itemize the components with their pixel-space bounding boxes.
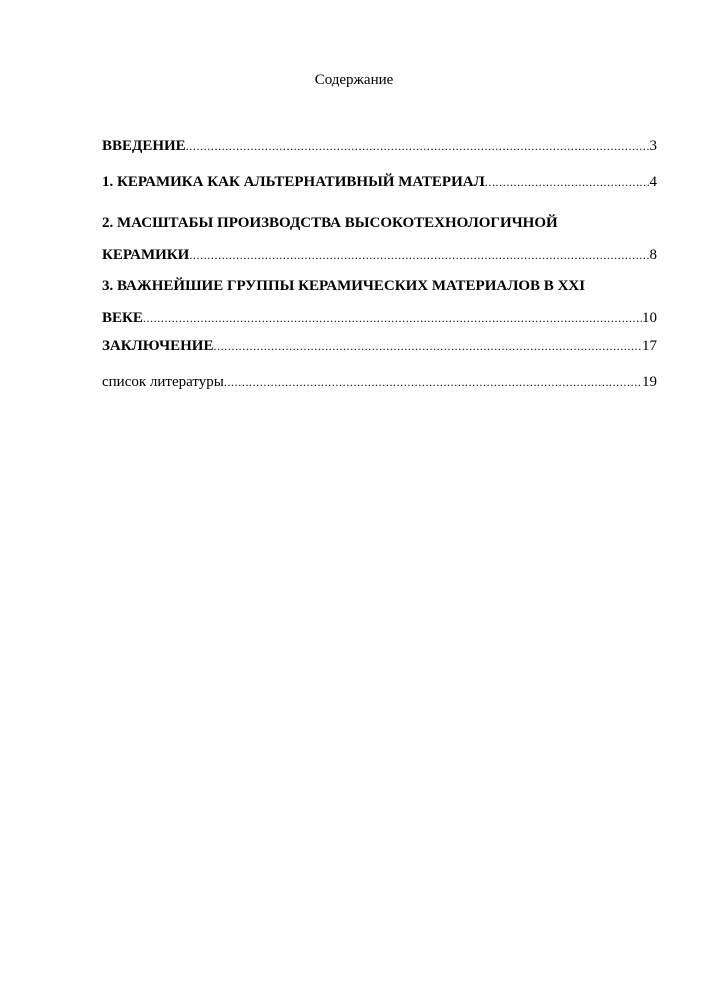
toc-entry-text-line1: 3. ВАЖНЕЙШИЕ ГРУППЫ КЕРАМИЧЕСКИХ МАТЕРИАЛОВ В XXI bbox=[102, 278, 586, 294]
toc-entry-text: ЗАКЛЮЧЕНИЕ bbox=[102, 338, 214, 354]
toc-leader-dots bbox=[485, 172, 650, 192]
toc-entry-text: список литературы bbox=[102, 374, 224, 390]
toc-leader-dots bbox=[213, 336, 642, 356]
toc-entry-text-line1: 2. МАСШТАБЫ ПРОИЗВОДСТВА ВЫСОКОТЕХНОЛОГИЧНОЙ bbox=[102, 215, 558, 231]
toc-page-number: 19 bbox=[642, 374, 657, 390]
toc-entry-text: ВВЕДЕНИЕ bbox=[102, 138, 186, 154]
toc-title: Содержание bbox=[314, 72, 394, 88]
toc-leader-dots bbox=[224, 372, 642, 392]
toc-entry-introduction[interactable] bbox=[102, 136, 657, 156]
toc-entry-references[interactable] bbox=[102, 372, 657, 392]
toc-entry-chapter-3[interactable] bbox=[102, 270, 657, 334]
toc-page-number: 10 bbox=[642, 310, 657, 326]
toc-page-number: 17 bbox=[642, 338, 657, 354]
toc-entry-chapter-2[interactable] bbox=[102, 207, 657, 271]
toc-entry-text: КЕРАМИКИ bbox=[102, 247, 190, 263]
toc-entry-chapter-1[interactable] bbox=[102, 172, 657, 192]
toc-entry-text: 1. КЕРАМИКА КАК АЛЬТЕРНАТИВНЫЙ МАТЕРИАЛ bbox=[102, 174, 485, 190]
toc-leader-dots bbox=[186, 136, 650, 156]
toc-entry-conclusion[interactable] bbox=[102, 336, 657, 356]
toc-entry-text: ВЕКЕ bbox=[102, 310, 143, 326]
toc-page-number: 3 bbox=[649, 138, 657, 154]
toc-leader-dots bbox=[143, 302, 642, 334]
toc-page-number: 4 bbox=[649, 174, 657, 190]
toc-page-number: 8 bbox=[649, 247, 657, 263]
toc-leader-dots bbox=[189, 239, 649, 271]
